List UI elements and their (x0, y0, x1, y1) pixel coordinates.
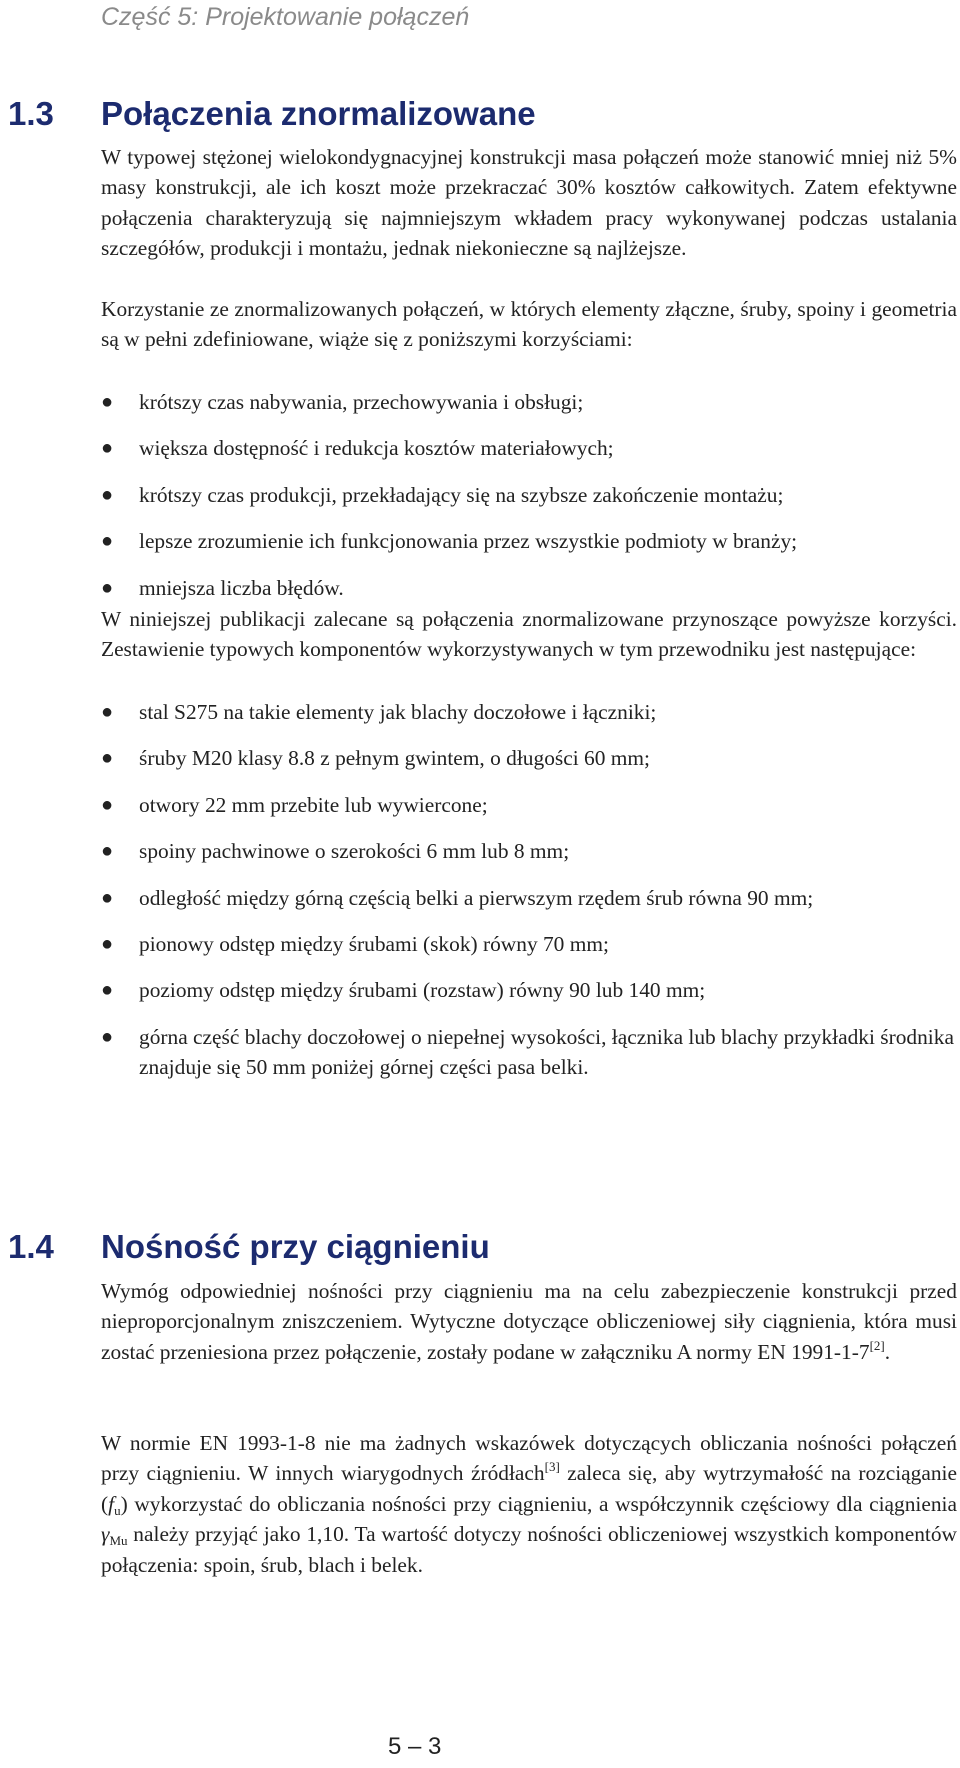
section-title: Nośność przy ciągnieniu (101, 1228, 490, 1265)
bullet-icon: ● (101, 933, 114, 956)
running-header: Część 5: Projektowanie połączeń (101, 3, 470, 31)
bullet-icon: ● (101, 840, 114, 863)
list-item: ● poziomy odstęp między śrubami (rozstaw) równy 90 lub 140 mm; (101, 975, 957, 1005)
list-item: ● krótszy czas produkcji, przekładający się na szybsze zakończenie montażu; (101, 480, 957, 510)
bullet-icon: ● (101, 886, 114, 909)
list-item: ● lepsze zrozumienie ich funkcjonowania przez wszystkie podmioty w branży; (101, 526, 957, 556)
list-item: ● pionowy odstęp między śrubami (skok) równy 70 mm; (101, 929, 957, 959)
list-item: ● stal S275 na takie elementy jak blachy doczołowe i łączniki; (101, 697, 957, 727)
page-number: 5 – 3 (388, 1733, 442, 1760)
list-item: ● większa dostępność i redukcja kosztów materiałowych; (101, 433, 957, 463)
list-item: ● spoiny pachwinowe o szerokości 6 mm lub 8 mm; (101, 836, 957, 866)
bullet-icon: ● (101, 576, 114, 599)
symbol-subscript: Mu (109, 1533, 128, 1549)
bullet-icon: ● (101, 437, 114, 460)
bullet-icon: ● (101, 747, 114, 770)
list-item: ● górna część blachy doczołowej o niepełnej wysokości, łącznika lub blachy przykładki środnika znajduje się 50 mm poniżej górnej części pasa belki. (101, 1022, 957, 1083)
section-title: Połączenia znormalizowane (101, 95, 536, 132)
section-heading-1-3 (8, 94, 953, 134)
section-number: 1.4 (8, 1228, 54, 1265)
paragraph-benefits-intro: Korzystanie ze znormalizowanych połączeń, w których elementy złączne, śruby, spoiny i geometria są w pełni zdefiniowane, wiąże się z poniższymi korzyściami: (101, 297, 957, 352)
bullet-icon: ● (101, 530, 114, 553)
symbol-subscript: u (114, 1502, 121, 1518)
list-item: ● mniejsza liczba błędów. (101, 573, 957, 603)
list-item: ● otwory 22 mm przebite lub wywiercone; (101, 790, 957, 820)
bullet-icon: ● (101, 793, 114, 816)
components-list (101, 697, 957, 1099)
symbol-f: f (108, 1491, 115, 1516)
paragraph-tying-requirement: Wymóg odpowiedniej nośności przy ciągnieniu ma na celu zabezpieczenie konstrukcji przed nieproporcjonalnym zniszczeniem. Wytyczne dotyczące obliczeniowej siły ciągnienia, która musi zostać przeniesiona przez połączenie, zostały podane w załączniku A normy EN 1991-1-7[2]. (101, 1279, 957, 1364)
list-item: ● odległość między górną częścią belki a pierwszym rzędem śrub równa 90 mm; (101, 883, 957, 913)
bullet-icon: ● (101, 1025, 114, 1048)
section-number: 1.3 (8, 95, 54, 132)
list-item: ● krótszy czas nabywania, przechowywania i obsługi; (101, 387, 957, 417)
symbol-gamma: γ (101, 1522, 110, 1547)
section-heading-1-4 (8, 1227, 953, 1267)
paragraph-components-intro: W niniejszej publikacji zalecane są połączenia znormalizowane przynoszące powyższe korzyści. Zestawienie typowych komponentów wykorzystywanych w tym przewodniku jest następujące: (101, 607, 957, 662)
paragraph-intro: W typowej stężonej wielokondygnacyjnej konstrukcji masa połączeń może stanowić mniej niż 5% masy konstrukcji, ale ich koszt może przekraczać 30% kosztów całkowitych. Zatem efektywne połączenia charakteryzują się najmniejszym wkładem pracy wykonywanej podczas ustalania szczegółów, produkcji i montażu, jednak niekonieczne są najlżejsze. (101, 145, 957, 261)
bullet-icon: ● (101, 483, 114, 506)
bullet-icon: ● (101, 391, 114, 413)
bullet-icon: ● (101, 979, 114, 1002)
citation-ref: [2] (869, 1337, 885, 1353)
paragraph-tying-resistance: W normie EN 1993-1-8 nie ma żadnych wskazówek dotyczących obliczania nośności połączeń przy ciągnieniu. W innych wiarygodnych źródłach[3] zaleca się, aby wytrzymałość na rozciąganie $(f_u)$ wykorzystać do obliczania nośności przy ciągnieniu, a współczynnik częściowy dla ciągnienia $\gamma_{Mu}$ należy przyjąć jako 1,10. Ta wartość dotyczy nośności obliczeniowej wszystkich komponentów połączenia: spoin, śrub, blach i belek. (101, 1431, 957, 1577)
citation-ref: [3] (544, 1459, 560, 1475)
list-item: ● śruby M20 klasy 8.8 z pełnym gwintem, o długości 60 mm; (101, 743, 957, 773)
benefits-list (101, 387, 957, 619)
bullet-icon: ● (101, 701, 114, 723)
